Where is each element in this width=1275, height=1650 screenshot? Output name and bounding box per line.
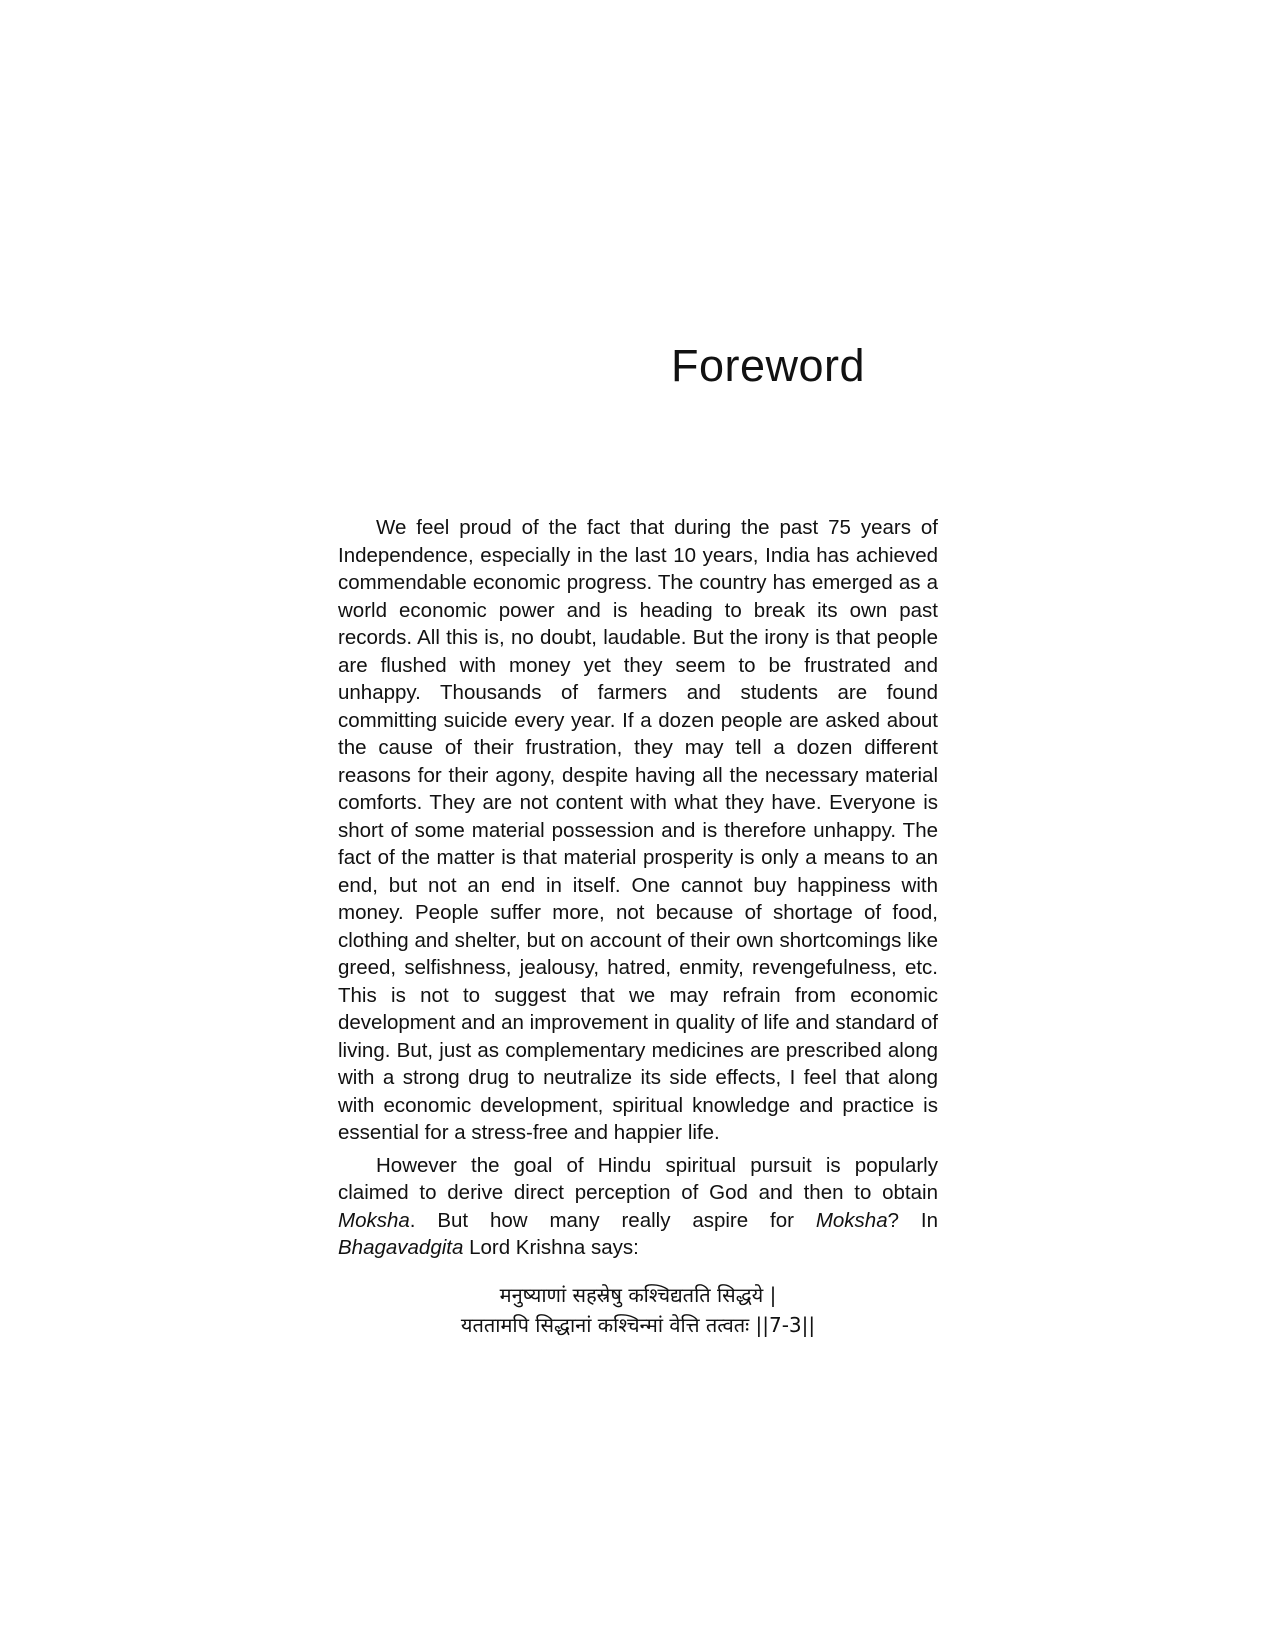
body-text xyxy=(338,514,938,1267)
paragraph-2-text-a: However the goal of Hindu spiritual pursuit is popularly claimed to derive direct perception of God and then to obtain xyxy=(338,1153,938,1204)
paragraph-2-text-d: Lord Krishna says: xyxy=(463,1236,639,1259)
paragraph-2-text-c: ? In xyxy=(887,1208,938,1232)
moksha-term-2: Moksha xyxy=(815,1208,888,1232)
paragraph-2 xyxy=(338,1152,938,1262)
paragraph-2-text-b: . But how many really aspire for xyxy=(409,1208,816,1232)
verse-line-1: मनुष्याणां सहस्रेषु कश्चिद्यतति सिद्धये | xyxy=(499,1283,777,1307)
bhagavadgita-term: Bhagavadgita xyxy=(338,1236,464,1259)
sanskrit-verse xyxy=(338,1280,938,1340)
paragraph-1: We feel proud of the fact that during the past 75 years of Independence, especially in the last 10 years, India has achieved commendable economic progress. The country has emerged as a world economic power and is heading to break its own past records. All this is, no doubt, laudable. But the irony is that people are flushed with money yet they seem to be frustrated and unhappy. Thousands of farmers and students are found committing suicide every year. If a dozen people are asked about the cause of their frustration, they may tell a dozen different reasons for their agony, despite having all the necessary material comforts. They are not content with what they have. Everyone is short of some material possession and is therefore unhappy. The fact of the matter is that material prosperity is only a means to an end, but not an end in itself. One cannot buy happiness with money. People suffer more, not because of shortage of food, clothing and shelter, but on account of their own shortcomings like greed, selfishness, jealousy, hatred, enmity, revengefulness, etc. This is not to suggest that we may refrain from economic development and an improvement in quality of life and standard of living. But, just as complementary medicines are prescribed along with a strong drug to neutralize its side effects, I feel that along with economic development, spiritual knowledge and practice is essential for a stress-free and happier life. xyxy=(338,516,938,1144)
moksha-term-1: Moksha xyxy=(338,1208,410,1232)
verse-line-2: यततामपि सिद्धानां कश्चिन्मां वेत्ति तत्वतः ||7-3|| xyxy=(460,1313,816,1337)
page-title: Foreword xyxy=(671,340,866,391)
